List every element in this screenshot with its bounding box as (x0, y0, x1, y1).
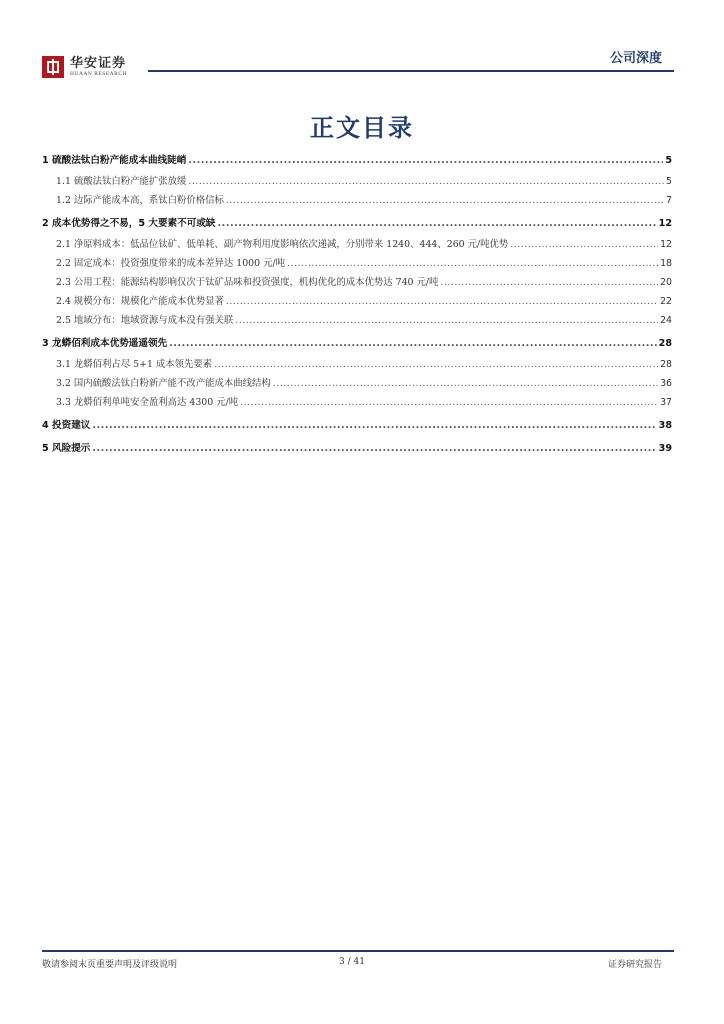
toc-entry-label: 2.1 净原料成本：低品位钛矿、低单耗、副产物利用度影响依次递减，分别带来 1240、444、260 元/吨优势 (56, 239, 509, 250)
toc-dot-leader (287, 258, 658, 269)
toc-entry-label: 2.4 规模分布：规模化产能成本优势显著 (56, 296, 224, 307)
toc-page-number: 24 (660, 315, 672, 326)
toc-subsection-row[interactable] (42, 255, 672, 274)
logo-chinese-name: 华安证券 (70, 56, 127, 71)
toc-dot-leader (240, 397, 658, 408)
toc-subsection-row[interactable] (42, 274, 672, 293)
toc-section-row[interactable] (42, 335, 672, 354)
page-title: 正文目录 (310, 114, 414, 142)
toc-entry-label: 2.5 地域分布：地域资源与成本没有强关联 (56, 315, 234, 326)
toc-page-number: 37 (660, 397, 672, 408)
toc-dot-leader (214, 359, 658, 370)
page-header (0, 0, 724, 90)
toc-page-number: 18 (660, 258, 672, 269)
toc-page-number: 28 (660, 359, 672, 370)
toc-page-number: 36 (660, 378, 672, 389)
toc-page-number: 20 (660, 277, 672, 288)
toc-dot-leader (235, 315, 658, 326)
footer-disclaimer: 敬请参阅末页重要声明及评级说明 (42, 960, 178, 970)
toc-dot-leader (440, 277, 658, 288)
toc-page-number: 22 (660, 296, 672, 307)
toc-section-row[interactable] (42, 215, 672, 234)
footer-report-label: 证券研究报告 (607, 960, 662, 970)
toc-entry-label: 4 投资建议 (42, 420, 91, 431)
header-divider (148, 70, 674, 72)
toc-page-number: 38 (658, 420, 672, 431)
toc-dot-leader (169, 338, 657, 349)
toc-page-number: 12 (660, 239, 672, 250)
page-number: 3 / 41 (339, 957, 365, 967)
toc-entry-label: 2.2 固定成本：投资强度带来的成本差异达 1000 元/吨 (56, 258, 285, 269)
toc-entry-label: 3.2 国内硫酸法钛白粉新产能不改产能成本曲线结构 (56, 378, 271, 389)
toc-subsection-row[interactable] (42, 173, 672, 192)
toc-page-number: 7 (666, 195, 672, 206)
toc-entry-label: 2 成本优势得之不易，5 大要素不可或缺 (42, 218, 216, 229)
toc-dot-leader (188, 176, 664, 187)
company-logo (42, 56, 127, 78)
toc-section-row[interactable] (42, 152, 672, 171)
toc-dot-leader (92, 420, 656, 431)
toc-page-number: 39 (658, 443, 672, 454)
footer-divider (42, 950, 674, 952)
toc-subsection-row[interactable] (42, 192, 672, 211)
toc-page-number: 12 (658, 218, 672, 229)
logo-text (70, 56, 127, 78)
toc-subsection-row[interactable] (42, 293, 672, 312)
toc-section-row[interactable] (42, 417, 672, 436)
toc-page-number: 28 (658, 338, 672, 349)
toc-page-number: 5 (665, 155, 672, 166)
toc-dot-leader (273, 378, 658, 389)
toc-dot-leader (226, 195, 664, 206)
toc-subsection-row[interactable] (42, 312, 672, 331)
table-of-contents (42, 152, 672, 459)
logo-emblem-icon (42, 56, 64, 78)
report-type-label: 公司深度 (609, 51, 662, 66)
toc-entry-label: 2.3 公用工程：能源结构影响仅次于钛矿品味和投资强度，机构优化的成本优势达 740 元/吨 (56, 277, 439, 288)
toc-section-row[interactable] (42, 440, 672, 459)
toc-entry-label: 3.3 龙蟒佰利单吨安全盈利高达 4300 元/吨 (56, 397, 239, 408)
toc-dot-leader (188, 155, 663, 166)
toc-subsection-row[interactable] (42, 236, 672, 255)
toc-entry-label: 5 风险提示 (42, 443, 91, 454)
toc-entry-label: 1.2 边际产能成本高，系钛白粉价格信标 (56, 195, 224, 206)
toc-page-number: 5 (666, 176, 672, 187)
toc-subsection-row[interactable] (42, 375, 672, 394)
toc-dot-leader (218, 218, 657, 229)
toc-entry-label: 1 硫酸法钛白粉产能成本曲线陡峭 (42, 155, 187, 166)
page-footer (42, 957, 662, 970)
toc-subsection-row[interactable] (42, 356, 672, 375)
toc-entry-label: 1.1 硫酸法钛白粉产能扩张放缓 (56, 176, 187, 187)
toc-dot-leader (510, 239, 658, 250)
toc-dot-leader (226, 296, 658, 307)
logo-english-name: HUAAN RESEARCH (70, 71, 127, 77)
toc-entry-label: 3.1 龙蟒佰利占尽 5+1 成本领先要素 (56, 359, 213, 370)
toc-dot-leader (92, 443, 656, 454)
toc-entry-label: 3 龙蟒佰利成本优势遥遥领先 (42, 338, 168, 349)
toc-subsection-row[interactable] (42, 394, 672, 413)
